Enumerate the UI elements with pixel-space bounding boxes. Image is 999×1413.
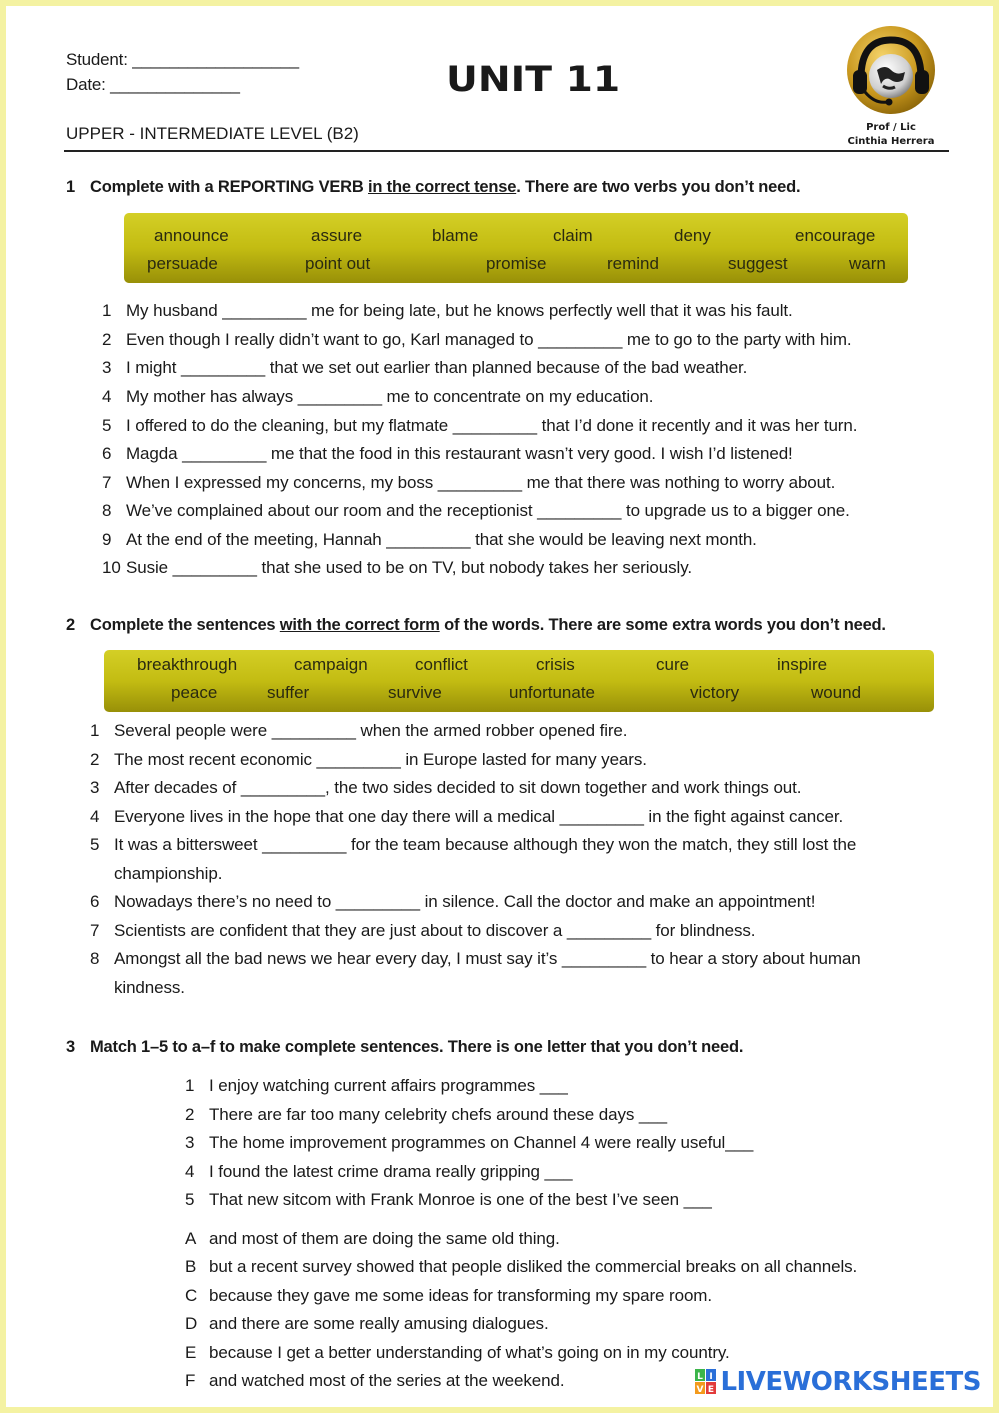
item-text: My mother has always _________ me to concentrate on my education.: [126, 387, 654, 406]
exercise-2-instruction: [66, 616, 886, 635]
word-bank-1: [124, 213, 908, 283]
word-bank-word: peace: [171, 683, 218, 702]
word-bank-word: claim: [553, 226, 593, 245]
exercise-3-instruction: [66, 1038, 743, 1057]
item-number: 1: [185, 1076, 195, 1095]
item-text: It was a bittersweet _________ for the team because although they won the match, they still lost the: [114, 835, 857, 854]
exercise-3-ending: [185, 1343, 730, 1363]
item-text: Scientists are confident that they are just about to discover a _________ for blindness.: [114, 921, 756, 940]
exercise-1-item[interactable]: [102, 444, 793, 464]
item-text: Everyone lives in the hope that one day there will a medical _________ in the fight against cancer.: [114, 807, 844, 826]
item-text: When I expressed my concerns, my boss _________ me that there was nothing to worry about.: [126, 473, 836, 492]
word-bank-2: [104, 650, 934, 712]
item-text: After decades of _________, the two sides decided to sit down together and work things out.: [114, 778, 802, 797]
exercise-2-item[interactable]: [90, 892, 815, 912]
item-number: 6: [90, 892, 100, 911]
exercise-2-item[interactable]: [90, 721, 627, 741]
word-bank-word: suggest: [728, 254, 788, 273]
level-label: UPPER - INTERMEDIATE LEVEL (B2): [66, 124, 359, 143]
exercise-1-item[interactable]: [102, 358, 747, 378]
word-bank-word: campaign: [294, 655, 368, 674]
item-text: Magda _________ me that the food in this restaurant wasn’t very good. I wish I’d listened!: [126, 444, 793, 463]
word-bank-word: remind: [607, 254, 659, 273]
ending-text: and most of them are doing the same old thing.: [209, 1229, 560, 1248]
liveworksheets-brand[interactable]: [695, 1367, 981, 1397]
word-bank-word: victory: [690, 683, 740, 702]
exercise-3-ending: [185, 1314, 549, 1334]
word-bank-word: deny: [674, 226, 711, 245]
instruction-text: Complete with a REPORTING VERB: [90, 178, 368, 196]
word-bank-word: survive: [388, 683, 442, 702]
item-number: 5: [102, 416, 112, 435]
item-number: 7: [102, 473, 112, 492]
word-bank-word: blame: [432, 226, 479, 245]
word-bank-word: announce: [154, 226, 229, 245]
word-bank-word: persuade: [147, 254, 218, 273]
instruction-text: . There are two verbs you don’t need.: [516, 178, 801, 196]
ending-text: because I get a better understanding of what’s going on in my country.: [209, 1343, 730, 1362]
item-number: 4: [102, 387, 112, 406]
exercise-1-item[interactable]: [102, 387, 653, 407]
liveworksheets-logo-icon: [695, 1369, 717, 1395]
item-number: 10: [102, 558, 121, 577]
exercise-1-item[interactable]: [102, 473, 835, 493]
exercise-2-item[interactable]: [90, 835, 856, 855]
item-text: Susie _________ that she used to be on TV, but nobody takes her seriously.: [126, 558, 692, 577]
ending-letter: B: [185, 1257, 197, 1276]
item-number: 4: [185, 1162, 195, 1181]
exercise-2-item[interactable]: [90, 921, 755, 941]
item-number: 5: [90, 835, 100, 854]
word-bank-word: breakthrough: [137, 655, 238, 674]
page-title: UNIT 11: [446, 60, 621, 100]
badge-letter: V: [696, 1385, 704, 1395]
exercise-3-ending: [185, 1371, 564, 1391]
item-text: The most recent economic _________ in Europe lasted for many years.: [114, 750, 647, 769]
exercise-2-item-continuation: [114, 978, 185, 998]
word-bank-word: cure: [656, 655, 690, 674]
item-text: My husband _________ me for being late, but he knows perfectly well that it was his fault.: [126, 301, 793, 320]
item-text: The home improvement programmes on Channel 4 were really useful___: [209, 1133, 754, 1152]
exercise-1-item[interactable]: [102, 416, 857, 436]
item-text: Several people were _________ when the armed robber opened fire.: [114, 721, 628, 740]
exercise-2-item[interactable]: [90, 778, 801, 798]
item-number: 1: [102, 301, 112, 320]
exercise-3-item[interactable]: [185, 1162, 573, 1182]
liveworksheets-wordmark: LIVEWORKSHEETS: [720, 1367, 981, 1397]
item-number: 5: [185, 1190, 195, 1209]
exercise-1-instruction: [66, 178, 800, 197]
word-bank-word: crisis: [536, 655, 575, 674]
item-text: I found the latest crime drama really gripping ___: [209, 1162, 573, 1181]
word-bank-word: suffer: [267, 683, 310, 702]
item-text: We’ve complained about our room and the receptionist _________ to upgrade us to a bigger one.: [126, 501, 850, 520]
item-number: 3: [90, 778, 100, 797]
item-number: 4: [90, 807, 100, 826]
item-number: 8: [102, 501, 112, 520]
word-bank-word: conflict: [415, 655, 468, 674]
ending-letter: C: [185, 1286, 198, 1305]
instruction-underlined: with the correct form: [279, 616, 440, 634]
item-number: 2: [90, 750, 100, 769]
ending-letter: D: [185, 1314, 198, 1333]
exercise-number: 1: [66, 178, 75, 196]
item-text: Amongst all the bad news we hear every day, I must say it’s _________ to hear a story about human: [114, 949, 861, 968]
word-bank-word: point out: [305, 254, 371, 273]
item-number: 6: [102, 444, 112, 463]
word-bank-word: warn: [849, 254, 886, 273]
word-bank-word: inspire: [777, 655, 828, 674]
item-text: I might _________ that we set out earlier than planned because of the bad weather.: [126, 358, 748, 377]
logo-caption-line1: Prof / Lic: [866, 122, 916, 133]
ending-text: and there are some really amusing dialogues.: [209, 1314, 549, 1333]
item-text: That new sitcom with Frank Monroe is one of the best I’ve seen ___: [209, 1190, 712, 1209]
word-bank-word: encourage: [795, 226, 876, 245]
instruction-text: Match 1–5 to a–f to make complete sentences. There is one letter that you don’t need.: [90, 1038, 744, 1056]
exercise-1-item[interactable]: [102, 558, 692, 578]
item-number: 9: [102, 530, 112, 549]
item-text: kindness.: [114, 978, 185, 997]
exercise-2-item[interactable]: [90, 949, 861, 969]
exercise-number: 2: [66, 616, 75, 634]
exercise-number: 3: [66, 1038, 75, 1056]
instruction-text: of the words. There are some extra words you don’t need.: [439, 616, 886, 634]
item-text: Nowadays there’s no need to _________ in silence. Call the doctor and make an appointment!: [114, 892, 816, 911]
word-bank-word: wound: [811, 683, 862, 702]
exercise-2-item-continuation: [114, 864, 222, 884]
item-number: 1: [90, 721, 100, 740]
exercise-3-item[interactable]: [185, 1133, 753, 1153]
exercise-3-item[interactable]: [185, 1190, 712, 1210]
exercise-1-item[interactable]: [102, 501, 850, 521]
exercise-3-item[interactable]: [185, 1105, 667, 1125]
exercise-3-ending: [185, 1229, 560, 1249]
exercise-3-ending: [185, 1286, 712, 1306]
item-text: Even though I really didn’t want to go, Karl managed to _________ me to go to the party with him.: [126, 330, 852, 349]
badge-letter: I: [709, 1372, 714, 1382]
word-bank-word: promise: [486, 254, 547, 273]
item-text: There are far too many celebrity chefs around these days ___: [209, 1105, 667, 1124]
item-text: championship.: [114, 864, 223, 883]
item-number: 8: [90, 949, 100, 968]
instruction-underlined: in the correct tense: [368, 178, 517, 196]
date-field[interactable]: Date: ______________: [66, 75, 240, 94]
item-number: 3: [185, 1133, 195, 1152]
exercise-2-item[interactable]: [90, 807, 843, 827]
badge-letter: L: [697, 1372, 704, 1382]
exercise-1-item[interactable]: [102, 330, 852, 350]
teacher-logo: [839, 24, 943, 149]
instruction-text: Complete the sentences: [90, 616, 280, 634]
student-field[interactable]: Student: __________________: [66, 50, 299, 69]
ending-text: and watched most of the series at the weekend.: [209, 1371, 565, 1390]
exercise-1-item[interactable]: [102, 301, 793, 321]
ending-letter: A: [185, 1229, 197, 1248]
item-number: 2: [185, 1105, 195, 1124]
exercise-3-ending: [185, 1257, 857, 1277]
item-number: 7: [90, 921, 100, 940]
ending-letter: E: [185, 1343, 197, 1362]
item-number: 2: [102, 330, 112, 349]
item-number: 3: [102, 358, 112, 377]
ending-letter: F: [185, 1371, 196, 1390]
item-text: I offered to do the cleaning, but my flatmate _________ that I’d done it recently and it was her turn.: [126, 416, 858, 435]
exercise-2-item[interactable]: [90, 750, 647, 770]
exercise-1-item[interactable]: [102, 530, 757, 550]
item-text: I enjoy watching current affairs programmes ___: [209, 1076, 568, 1095]
ending-text: but a recent survey showed that people disliked the commercial breaks on all channels.: [209, 1257, 858, 1276]
headphones-globe-icon: [839, 24, 943, 116]
word-bank-word: assure: [311, 226, 363, 245]
logo-caption-line2: Cinthia Herrera: [847, 136, 935, 147]
word-bank-word: unfortunate: [509, 683, 596, 702]
badge-letter: E: [708, 1385, 715, 1395]
ending-text: because they gave me some ideas for transforming my spare room.: [209, 1286, 712, 1305]
exercise-3-item[interactable]: [185, 1076, 568, 1096]
item-text: At the end of the meeting, Hannah _________ that she would be leaving next month.: [126, 530, 757, 549]
header-divider: [64, 150, 949, 152]
